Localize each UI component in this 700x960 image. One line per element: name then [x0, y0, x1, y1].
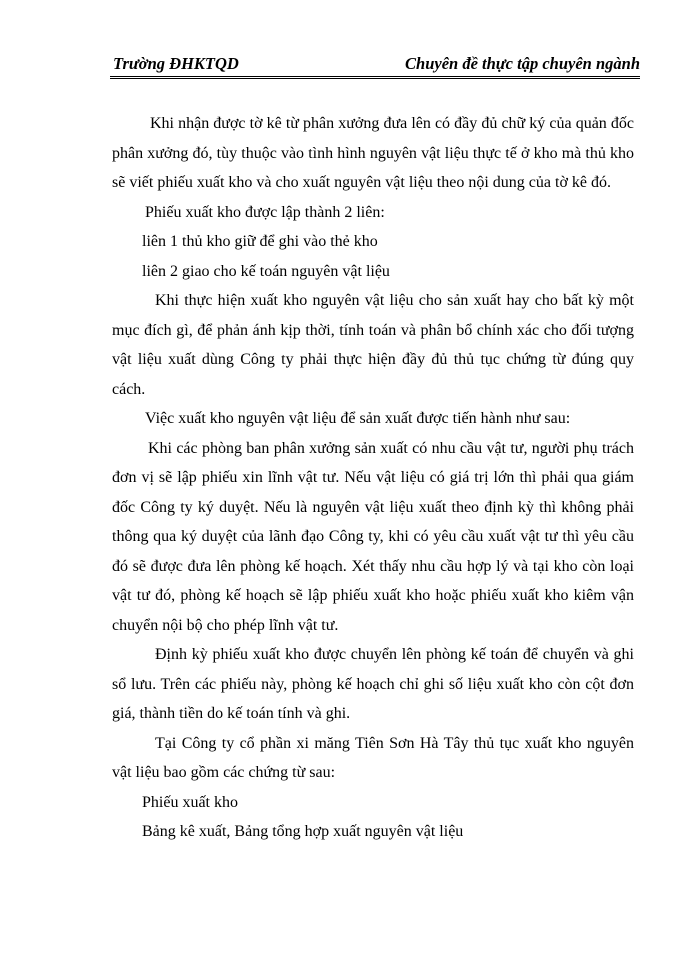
- paragraph-receipt-of-list: Khi nhận được tờ kê từ phân xưởng đưa lên có đầy đủ chữ ký của quản đốc phân xưởng đó, tùy thuộc vào tình hình nguyên vật liệu thực tế ở kho mà thủ kho sẽ viết phiếu xuất kho và cho xuất nguyên vật liệu theo nội dung của tờ kê đó.: [112, 115, 634, 191]
- list-item-export-slip: Phiếu xuất kho: [142, 793, 238, 811]
- paragraph-copies-intro: Phiếu xuất kho được lập thành 2 liên:: [145, 203, 385, 221]
- paragraph-company-documents: Tại Công ty cổ phần xi măng Tiên Sơn Hà Tây thủ tục xuất kho nguyên vật liệu bao gồm các chứng từ sau:: [112, 734, 634, 781]
- document-body: [112, 109, 634, 847]
- header-school-name: Trường ĐHKTQD: [113, 54, 239, 73]
- list-item-summary-tables: Bảng kê xuất, Bảng tổng hợp xuất nguyên vật liệu: [142, 823, 464, 840]
- header-report-title: Chuyên đề thực tập chuyên ngành: [405, 54, 640, 73]
- page-header: [110, 52, 640, 79]
- paragraph-request-process: Khi các phòng ban phân xưởng sản xuất có nhu cầu vật tư, người phụ trách đơn vị sẽ lập phiếu xin lĩnh vật tư. Nếu vật liệu có giá trị lớn thì phải qua giám đốc Công ty ký duyệt. Nếu là nguyên vật liệu xuất theo định kỳ thì không phải thông qua ký duyệt của lãnh đạo Công ty, khi có yêu cầu xuất vật tư thì yêu cầu đó sẽ được đưa lên phòng kế hoạch. Xét thấy nhu cầu hợp lý và tại kho còn loại vật tư đó, phòng kế hoạch sẽ lập phiếu xuất kho hoặc phiếu xuất kho kiêm vận chuyển nội bộ cho phép lĩnh vật tư.: [112, 439, 634, 634]
- list-item-copy-1: liên 1 thủ kho giữ để ghi vào thẻ kho: [142, 233, 378, 250]
- list-item-copy-2: liên 2 giao cho kế toán nguyên vật liệu: [142, 262, 390, 280]
- paragraph-periodic-transfer: Định kỳ phiếu xuất kho được chuyển lên phòng kế toán để chuyển và ghi sổ lưu. Trên các phiếu này, phòng kế hoạch chỉ ghi số liệu xuất kho còn cột đơn giá, thành tiền do kế toán tính và ghi.: [112, 646, 634, 722]
- paragraph-export-process-intro: Việc xuất kho nguyên vật liệu để sản xuất được tiến hành như sau:: [145, 410, 571, 427]
- paragraph-export-procedure: Khi thực hiện xuất kho nguyên vật liệu cho sản xuất hay cho bất kỳ một mục đích gì, để phản ánh kịp thời, tính toán và phân bổ chính xác cho đối tượng vật liệu xuất dùng Công ty phải thực hiện đầy đủ thủ tục chứng từ đúng quy cách.: [112, 292, 634, 398]
